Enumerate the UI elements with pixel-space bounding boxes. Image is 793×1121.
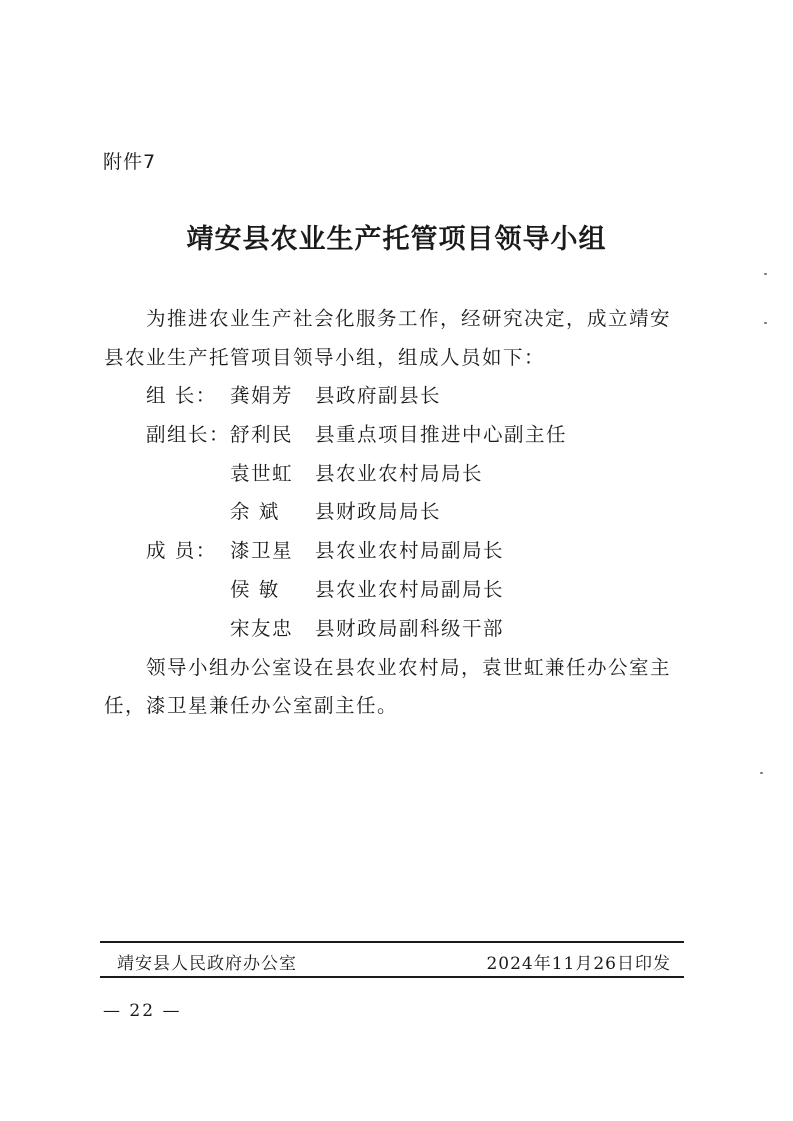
member-position: 县财政局局长 xyxy=(315,500,442,523)
member-row xyxy=(0,458,793,486)
member-row xyxy=(0,380,793,408)
member-position: 县政府副县长 xyxy=(315,384,442,407)
member-row xyxy=(0,535,793,563)
scan-speck xyxy=(760,772,763,774)
footer-bottom-rule xyxy=(100,976,684,978)
attachment-label: 附件7 xyxy=(103,151,157,173)
member-row xyxy=(0,419,793,447)
member-row xyxy=(0,496,793,524)
scan-speck xyxy=(764,322,767,324)
document-title: 靖安县农业生产托管项目领导小组 xyxy=(186,224,607,255)
member-name: 袁世虹 xyxy=(230,462,294,485)
member-name: 舒利民 xyxy=(230,423,294,446)
member-row xyxy=(0,574,793,602)
member-name: 宋友忠 xyxy=(230,617,294,640)
member-position: 县重点项目推进中心副主任 xyxy=(315,423,568,446)
member-position: 县农业农村局局长 xyxy=(315,462,484,485)
intro-line-1: 为推进农业生产社会化服务工作，经研究决定，成立靖安 xyxy=(146,307,672,330)
footer-issuer: 靖安县人民政府办公室 xyxy=(117,954,297,974)
member-position: 县农业农村局副局长 xyxy=(315,539,505,562)
member-role: 组 长： xyxy=(146,384,217,407)
scan-speck xyxy=(764,273,767,275)
member-name: 余 斌 xyxy=(230,500,280,523)
page-number: — 22 — xyxy=(103,1001,182,1021)
member-name: 龚娟芳 xyxy=(230,384,294,407)
footer-issue-date: 2024年11月26日印发 xyxy=(486,954,671,974)
closing-line-1: 领导小组办公室设在县农业农村局，袁世虹兼任办公室主 xyxy=(146,656,672,679)
member-role: 成 员： xyxy=(146,539,217,562)
member-role: 副组长： xyxy=(146,423,231,446)
intro-line-2: 县农业生产托管项目领导小组，组成人员如下： xyxy=(104,346,546,369)
member-name: 漆卫星 xyxy=(230,539,294,562)
member-row xyxy=(0,613,793,641)
closing-line-2: 任，漆卫星兼任办公室副主任。 xyxy=(104,694,399,717)
member-name: 侯 敏 xyxy=(230,578,280,601)
member-position: 县农业农村局副局长 xyxy=(315,578,505,601)
member-position: 县财政局副科级干部 xyxy=(315,617,505,640)
footer-top-rule xyxy=(100,941,684,943)
